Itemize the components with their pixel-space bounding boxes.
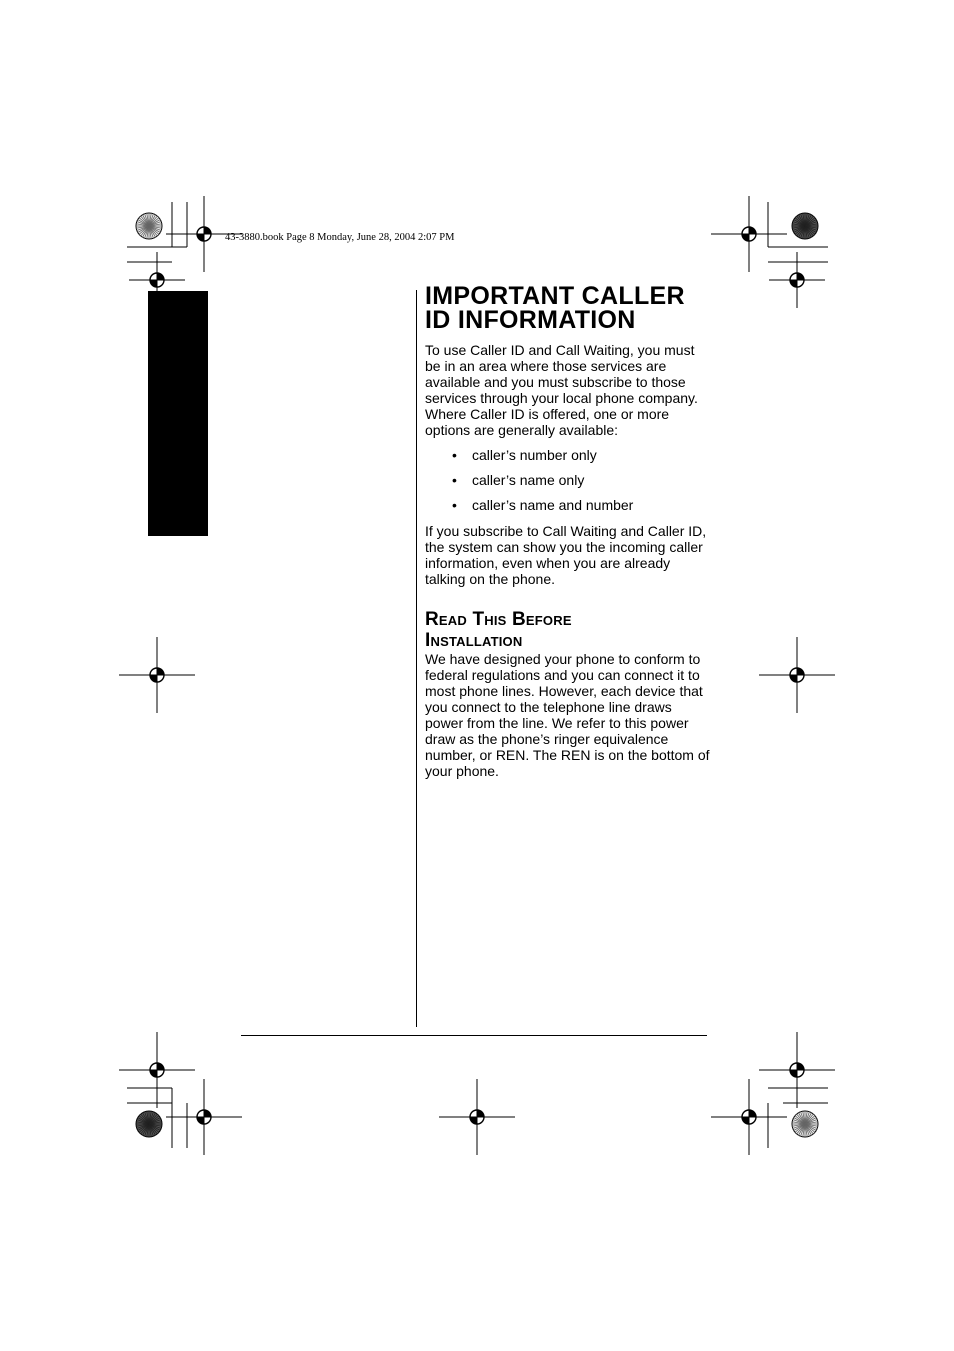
registration-mark-icon bbox=[711, 196, 787, 272]
section-thumb-tab bbox=[148, 291, 208, 536]
list-item bbox=[452, 496, 712, 521]
registration-mark-icon bbox=[769, 252, 825, 308]
bullet-icon: • bbox=[452, 447, 457, 463]
subsection-heading-line-1: Read This Before bbox=[425, 609, 572, 630]
list-item bbox=[452, 446, 712, 471]
subsection-heading bbox=[425, 609, 710, 651]
color-star-target-icon bbox=[136, 1111, 162, 1137]
footer-rule bbox=[241, 1035, 707, 1036]
caller-id-options-list bbox=[452, 446, 712, 521]
registration-mark-icon bbox=[119, 1032, 195, 1108]
print-slug-line: 43-3880.book Page 8 Monday, June 28, 2004 2:07 PM bbox=[225, 232, 455, 243]
color-star-target-icon bbox=[136, 213, 162, 239]
color-star-target-icon bbox=[792, 213, 818, 239]
registration-mark-icon bbox=[759, 637, 835, 713]
section-heading-line-1: IMPORTANT CALLER bbox=[425, 282, 685, 310]
list-item-text: caller’s name only bbox=[472, 472, 585, 488]
bullet-icon: • bbox=[452, 472, 457, 488]
list-item-text: caller’s name and number bbox=[472, 497, 634, 513]
registration-mark-icon bbox=[166, 1079, 242, 1155]
list-item-text: caller’s number only bbox=[472, 447, 597, 463]
registration-mark-icon bbox=[439, 1079, 515, 1155]
installation-paragraph: We have designed your phone to conform to federal regulations and you can connect it to most phone lines. However, each device that you connect to the telephone line draws power from the line. We refer to this power draw as the phone’s ringer equivalence number, or REN. The REN is on the bottom of your phone. bbox=[425, 651, 710, 779]
subsection-heading-line-2: Installation bbox=[425, 630, 523, 651]
column-divider bbox=[416, 290, 417, 1027]
section-heading-line-2: ID INFORMATION bbox=[425, 306, 636, 334]
section-heading bbox=[425, 284, 725, 332]
bullet-icon: • bbox=[452, 497, 457, 513]
registration-mark-icon bbox=[711, 1079, 787, 1155]
intro-paragraph: To use Caller ID and Call Waiting, you must be in an area where those services are available and you must subscribe to those services through your local phone company. Where Caller ID is offered, one or more options are generally available: bbox=[425, 342, 698, 438]
color-star-target-icon bbox=[792, 1111, 818, 1137]
list-item bbox=[452, 471, 712, 496]
registration-mark-icon bbox=[759, 1032, 835, 1108]
call-waiting-paragraph: If you subscribe to Call Waiting and Caller ID, the system can show you the incoming caller information, even when you are already talking on the phone. bbox=[425, 523, 707, 587]
registration-mark-icon bbox=[119, 637, 195, 713]
